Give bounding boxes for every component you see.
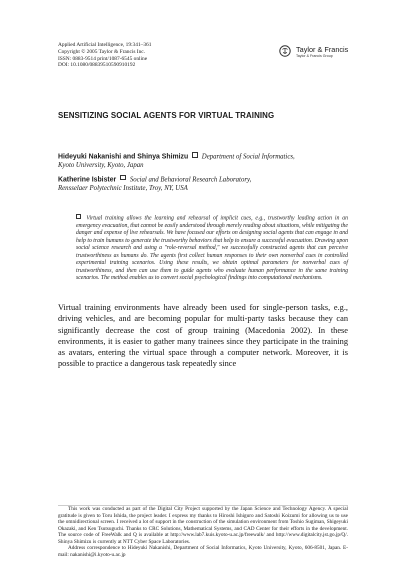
footnote-acknowledgment: This work was conducted as part of the Digital City Project supported by the Japan Science and Technology Agency. A special gratitude is given to Toru Ishida, the project leader. I express my thanks to Hiroshi Ishiguro and Satoshi Koizumi for allowing us to use the omnidirectional screen. I received a lot of support in the construction of the simulation environment from Toshio Sugiman, Shigeyuki Okazaki, and Ken Tsutsuguchi. Thanks to CRC Solutions, Mathematical Systems, and CAD Center for their efforts in the development. The source code of FreeWalk and Q is available at http://www.lab7.kuis.kyoto-u.ac.jp/freewalk/ and http://www.digitalcity.jst.go.jp/Q/. Shinya Shimizu is currently at NTT Cyber Space Laboratories. (58, 506, 348, 545)
journal-doi: DOI: 10.1080/08839510590910192 (58, 62, 136, 69)
author-names: Hideyuki Nakanishi and Shinya Shimizu (58, 153, 189, 161)
square-bullet-icon (120, 175, 126, 181)
author-list (58, 152, 358, 198)
publisher-brand (278, 44, 358, 64)
author-affiliation: Kyoto University, Kyoto, Japan (58, 162, 144, 170)
journal-issn: ISSN: 0883-9514 print/1087-6545 online (58, 55, 148, 62)
journal-copyright: Copyright © 2005 Taylor & Francis Inc. (58, 48, 146, 55)
abstract (76, 214, 348, 282)
journal-citation: Applied Artificial Intelligence, 19:341–361 (58, 42, 152, 48)
abstract-text: Virtual training allows the learning and rehearsal of implicit cues, e.g., trustworthy leading action in an emergency evacuation, that cannot be easily understood through merely reading about situations, while mitigating the danger and expense of live rehearsals. We have focused our efforts on designing social agents that can engage in and help to train humans to generate the trustworthy behaviors that help to ensure a successful evacuation. Drawing upon social science research and using a "role-reversal method," we successfully constructed agents that can perceive trustworthiness as humans do. The agents first collect human responses to their own nonverbal cues in controlled experimental training scenarios. Using these results, we obtain optimal parameters for nonverbal cues of trustworthiness, and then can use them to guide agents who evaluate human performance in the same training scenarios. The method enables us to convert social psychological findings into computational mechanisms. (76, 215, 348, 282)
author-affiliation: Social and Behavioral Research Laboratory, (129, 176, 252, 184)
taylor-francis-logo-icon (278, 44, 298, 64)
author-block (58, 175, 358, 194)
article-title: SENSITIZING SOCIAL AGENTS FOR VIRTUAL TRAINING (58, 111, 275, 120)
footnote-correspondence: Address correspondence to Hideyuki Nakanishi, Department of Social Informatics, Kyoto University, Kyoto, 606-8501, Japan. E-mail: nakanishi@i.kyoto-u.ac.jp (58, 545, 348, 558)
publisher-tagline: Taylor & Francis Group (296, 54, 333, 58)
publisher-name: Taylor & Francis (296, 45, 349, 54)
square-bullet-icon (192, 152, 198, 158)
author-affiliation: Rensselaer Polytechnic Institute, Troy, NY, USA (58, 184, 188, 192)
author-names: Katherine Isbister (58, 176, 117, 184)
square-bullet-icon (76, 214, 81, 219)
author-affiliation: Department of Social Informatics, (201, 153, 295, 161)
body-paragraph: Virtual training environments have already been used for single-person tasks, e.g., driving vehicles, and are becoming popular for multi-party tasks because they can significantly decrease the cost of group training (Macedonia 2002). In these environments, it is easier to gather many trainees since they participate in the training as avatars, entering the virtual space through a computer network. Moreover, it is possible to practice a dangerous task repeatedly since (58, 303, 348, 369)
footnote (58, 506, 348, 558)
author-block (58, 152, 358, 171)
